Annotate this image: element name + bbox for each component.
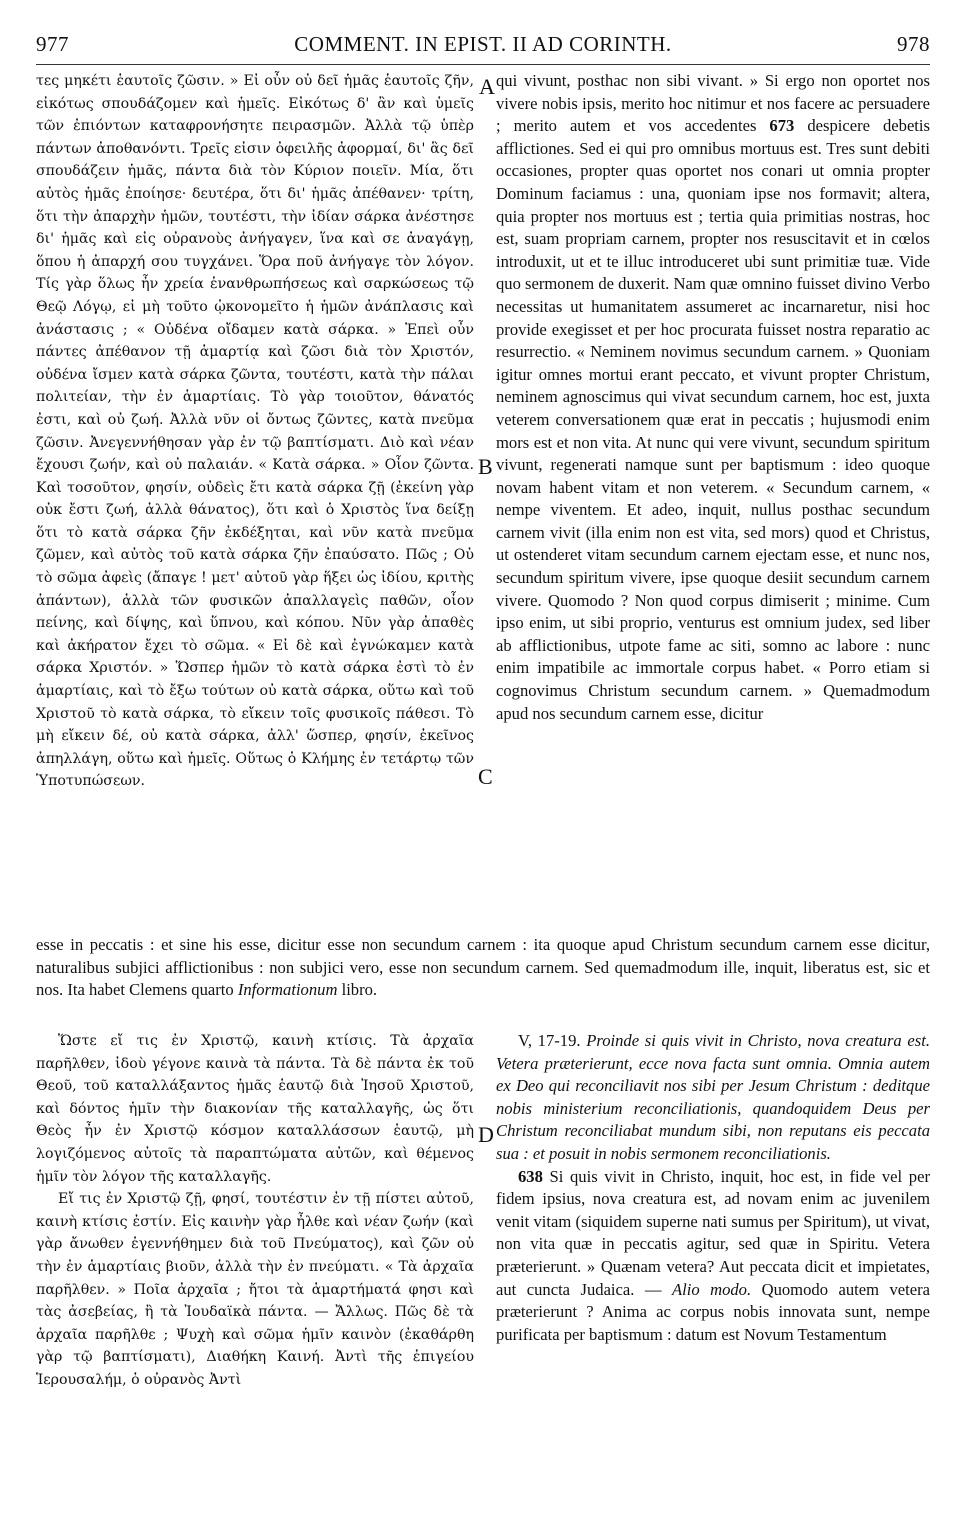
latin-top-part-a: qui vivunt, posthac non sibi vivant. » Si ergo non oportet nos vivere nobis ipsis, merito hoc nitimur et nos facere ac persuadere ; merito autem et vos accedentes — [496, 71, 930, 136]
page-header — [36, 30, 930, 65]
section-number: 638 — [518, 1166, 543, 1186]
left-page-number: 977 — [36, 32, 69, 56]
margin-letter-b: B — [478, 454, 493, 479]
right-page-number: 978 — [897, 32, 930, 56]
latin-top-part-b: despicere debetis afflictiones. Sed ei qui pro omnibus mortuus est. Tres sunt debiti occasiones, propter quas oportet nos conari ut omnia propter Dominum faciamus : una, quoniam ipse nos formavit; altera, quia propter nos mortuus est ; tertia quia primitias nostras, hoc est, suam propriam carnem, propter nos resuscitavit et in cœlos introduxit, ut et te illuc introduceret ubi sunt primitiæ tuæ. Vide quo sermonem de duxerit. Nam quæ omnino fuisset divino Verbo necessitas ut humanitatem assumeret ac incarnaretur, nisi hoc provide exegisset et per hoc procurata fuisset nostra reparatio ac resurrectio. « Neminem novimus secundum carnem. » Quoniam igitur omnes mortui erant peccato, et vivunt propter Christum, neminem agnoscimus qui vivat secundum carnem, hoc est, juxta veterem conversationem quæ erat in peccatis ; hujusmodi enim mors est et non vita. At nunc qui vere vivunt, secundum spiritum vivunt, regenerati namque sunt per baptismum : ideo quoque novam habent vitam et non veterem. « Secundum carnem, « nempe viventem. Et adeo, inquit, nullus posthac secundum carnem vivit (illa enim non est vita, sed mors) quod et Christus, ut ostenderet vitam secundum carnem ejectam esse, et nunc nos, secundum spiritum vivere, ipse quoque desiit secundum carnem vivere. Quomodo ? Non quod corpus dimiserit ; minime. Cum ipso enim, ut sibi proprio, venturus est omnium judex, sed liber ab afflictionibus, utpote fame ac siti, somno ac labore : nunc enim impatibile ac immortale corpus habet. « Porro etiam si cognovimus Christum secundum carnem. » Quemadmodum apud nos secundum carnem esse, dicitur — [496, 116, 930, 723]
greek-commentary-bottom: Εἴ τις ἐν Χριστῷ ζῇ, φησί, τουτέστιν ἐν τῇ πίστει αὐτοῦ, καινὴ κτίσις ἐστίν. Εἰς καινὴν γὰρ ἦλθε καὶ νέαν ζωήν (καὶ γὰρ ἄνωθεν ἐγεννήθημεν διὰ τοῦ Πνεύματος), καὶ ζῶν οὐ τὴν ἐν ἁμαρτίαις βιοῦν, ἀλλὰ τὴν ἐν πνεύματι. « Τὰ ἀρχαῖα παρῆλθεν. » Ποῖα ἀρχαῖα ; ἤτοι τὰ ἁμαρτήματά φησι καὶ τὰς ἀσεβείας, ἢ τὰ Ἰουδαϊκὰ πάντα. — Ἄλλως. Πῶς δὲ τὰ ἀρχαῖα παρῆλθε ; Ψυχὴ καὶ σῶμα ἡμῖν καινὸν (ἐκαθάρθη γὰρ τῷ βαπτίσματι), Διαθήκη Καινή. Ἀντὶ τῆς ἐπιγείου Ἱερουσαλήμ, ὁ οὐρανὸς Ἀντὶ — [36, 1191, 474, 1388]
lemma-text: Proinde si quis vivit in Christo, nova creatura est. Vetera præterierunt, ecce nova facta sunt omnia. Omnia autem ex Deo qui reconciliavit nos sibi per Jesum Christum : deditque nobis ministerium reconciliationis, quandoquidem Deus per Christum reconciliabat mundum sibi, non reputans eis peccata sua : et posuit in nobis sermonem reconciliationis. — [496, 1031, 930, 1163]
latin-commentary-bottom — [496, 1166, 930, 1347]
running-title: COMMENT. IN EPIST. II AD CORINTH. — [294, 32, 672, 56]
column-number: 673 — [769, 116, 795, 136]
full-width-text-a: esse in peccatis : et sine his esse, dicitur esse non secundum carnem : ita quoque apud Christum secundum carnem esse dicitur, naturalibus subjici afflictionibus : non subjici vero, esse non secundum carnem. Sed quemadmodum ille, inquit, liberatus est, sic et nos. Ita habet Clemens quarto — [36, 935, 930, 1000]
greek-column-bottom — [36, 1030, 474, 1526]
greek-commentary-top: τες μηκέτι ἑαυτοῖς ζῶσιν. » Εἰ οὖν οὐ δεῖ ἡμᾶς ἑαυτοῖς ζῆν, εἰκότως σπουδάζομεν καὶ ἡμεῖς. Εἰκότως δ' ἂν καὶ ὑμεῖς τῶν ἐπιόντων καταφρονήσητε πειρασμῶν. Ἀλλὰ τῷ ὑπὲρ πάντων ἀποθανόντι. Τρεῖς εἰσιν ὀφειλῆς ἀφορμαί, δι' ἃς δεῖ σπουδάζειν ἡμᾶς, πάντα διὰ τὸν Κύριον ποιεῖν. Μία, ὅτι αὐτὸς ἡμᾶς ἐποίησε· δευτέρα, ὅτι δι' ἡμᾶς ἀπέθανεν· τρίτη, ὅτι τὴν ἀπαρχὴν ἡμῶν, τουτέστι, τὴν ἰδίαν σάρκα ἀνέστησε δι' ἡμᾶς καὶ εἰς οὐρανοὺς ἀνήγαγεν, ἵνα καὶ σε ἀναγάγῃ, ὅπου ἡ ἀπαρχή σου τυγχάνει. Ὅρα ποῦ ἀνήγαγε τὸν λόγον. Τίς γὰρ ὅλως ἦν χρεία ἐνανθρωπήσεως καὶ σαρκώσεως τῷ Θεῷ Λόγῳ, εἰ μὴ τοῦτο ᾠκονομεῖτο ἡ ἡμῶν ἀνάπλασις καὶ ἀνάστασις ; « Οὐδένα οἴδαμεν κατὰ σάρκα. » Ἐπεὶ οὖν πάντες ἀπέθανον τῇ ἁμαρτίᾳ καὶ ζῶσι διὰ τὸν Χριστόν, οὐδένα ἴσμεν κατὰ σάρκα ζῶντα, τουτέστι, κατὰ τὴν πάλαι πολιτείαν, τὴν ἐν ἁμαρτίαις. Τὸ γὰρ τοιοῦτον, θάνατός ἐστι, καὶ οὐ ζωή. Ἀλλὰ νῦν οἱ ὄντως ζῶντες, κατὰ πνεῦμα ζῶσιν. Ἀνεγεννήθησαν γὰρ ἐν τῷ βαπτίσματι. Διὸ καὶ νέαν ἔχουσι ζωήν, καὶ οὐ παλαιάν. « Κατὰ σάρκα. » Οἷον ζῶντα. Καὶ τοσοῦτον, φησίν, οὐδεὶς ἔτι κατὰ σάρκα ζῇ (ἐκείνη γὰρ οὐκ ἔστι ζωή, ἀλλὰ θάνατος), ὅτι καὶ ὁ Χριστὸς ἵνα δείξῃ ὅτι τὸ κατὰ σάρκα ζῆν ἐκδέξηται, καὶ νῦν κατὰ πνεῦμα ζῶμεν, καὶ αὐτὸς τοῦ κατὰ σάρκα ζῆν ἐπαύσατο. Πῶς ; Οὐ τὸ σῶμα ἀφεὶς (ἄπαγε ! μετ' αὐτοῦ γὰρ ἥξει ὡς ἰδίου, κριτὴς ἁπάντων), ἀλλὰ τῶν φυσικῶν ἀπαλλαγεὶς παθῶν, οἷον πείνης, καὶ δίψης, καὶ ὕπνου, καὶ κόπου. Νῦν γὰρ ἀπαθὲς καὶ ἀκήρατον ἔχει τὸ σῶμα. « Εἰ δὲ καὶ ἐγνώκαμεν κατὰ σάρκα Χριστόν. » Ὥσπερ ἡμῶν τὸ κατὰ σάρκα ἐστὶ τὸ ἐν ἁμαρτίαις, καὶ τὸ ἔξω τούτων οὐ κατὰ σάρκα, οὕτω καὶ τοῦ Χριστοῦ τὸ κατὰ σάρκα, τὸ εἴκειν τοῖς φυσικοῖς πάθεσι. Τὸ μὴ εἴκειν δέ, οὐ κατὰ σάρκα, ἀλλ' ὥσπερ, φησίν, ἐκεῖνος ἀπηλλάγη, οὕτω καὶ ἡμεῖς. Οὕτως ὁ Κλήμης ἐν τετάρτῳ τῶν Ὑποτυπώσεων. — [36, 73, 474, 790]
latin-lemma — [496, 1030, 930, 1166]
latin-commentary-top — [496, 70, 930, 725]
full-width-italic: Informationum — [237, 980, 338, 1000]
lemma-reference: V, 17-19. — [518, 1031, 581, 1050]
margin-letter-d: D — [478, 1122, 494, 1147]
latin-bottom-italic: Alio modo. — [671, 1279, 752, 1299]
margin-letter-c: C — [478, 764, 493, 789]
margin-letter-a: A — [479, 74, 495, 99]
latin-bottom-part-a: Si quis vivit in Christo, inquit, hoc est, in fide vel per fidem ipsius, nova creatura est, ad novam enim ac juvenilem venit vitam (siquidem superne nati sumus per Spiritum), ut vivat, non vita quæ in peccatis agitur, sed quæ in Spiritu. Vetera præterierunt. » Quænam vetera? Aut peccata dicit et impietates, aut cuncta Judaica. — — [496, 1166, 930, 1299]
latin-column-bottom — [496, 1030, 930, 1526]
full-width-text-b: libro. — [341, 980, 378, 1000]
latin-bottom-part-b: Quomodo autem vetera præterierunt ? Anima ac corpus nobis innovata sunt, nempe purificata per baptismum : datum est Novum Testamentum — [496, 1279, 930, 1344]
greek-lemma: Ὥστε εἴ τις ἐν Χριστῷ, καινὴ κτίσις. Τὰ ἀρχαῖα παρῆλθεν, ἰδοὺ γέγονε καινὰ τὰ πάντα. Τὰ δὲ πάντα ἐκ τοῦ Θεοῦ, τοῦ καταλλάξαντος ἡμᾶς ἑαυτῷ διὰ Ἰησοῦ Χριστοῦ, καὶ δόντος ἡμῖν τὴν διακονίαν τῆς καταλλαγῆς, ὡς ὅτι Θεὸς ἦν ἐν Χριστῷ κόσμον καταλλάσσων ἑαυτῷ, μὴ λογιζόμενος αὐτοῖς τὰ παραπτώματα αὐτῶν, καὶ θέμενος ἡμῖν τὸν λόγον τῆς καταλλαγῆς. — [36, 1033, 474, 1185]
greek-column-top — [36, 70, 474, 930]
full-width-paragraph — [36, 934, 930, 1002]
latin-column-top — [496, 70, 930, 934]
